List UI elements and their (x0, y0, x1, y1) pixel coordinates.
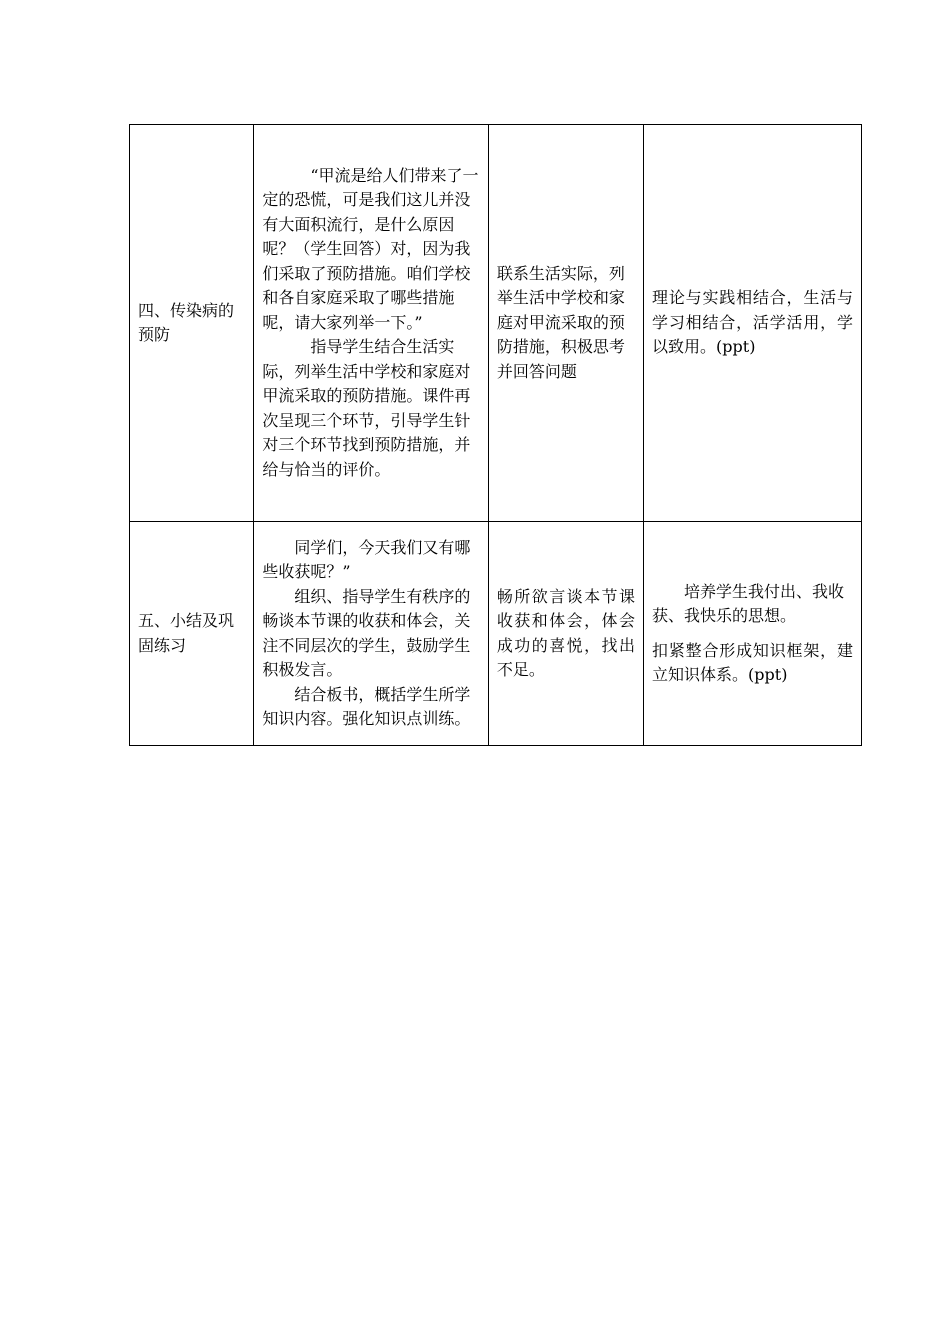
stage-label: 五、小结及巩固练习 (138, 611, 235, 655)
teacher-activity-cell (254, 125, 488, 522)
table-row (130, 522, 862, 746)
stage-cell (130, 125, 254, 522)
student-activity-cell (488, 522, 643, 746)
table-row (130, 125, 862, 522)
design-intent-cell (644, 125, 862, 522)
teacher-paragraph: 组织、指导学生有秩序的畅谈本节课的收获和体会，关注不同层次的学生，鼓励学生积极发言。 (262, 586, 471, 679)
intent-paragraph: 培养学生我付出、我收获、我快乐的思想。 (652, 581, 845, 625)
teacher-paragraph: 结合板书，概括学生所学知识内容。强化知识点训练。 (262, 684, 471, 728)
lesson-plan-table (129, 124, 862, 746)
teacher-paragraph: 指导学生结合生活实际，列举生活中学校和家庭对甲流采取的预防措施。课件再次呈现三个环节，引导学生针对三个环节找到预防措施，并给与恰当的评价。 (262, 337, 471, 479)
student-activity-text: 联系生活实际，列举生活中学校和家庭对甲流采取的预防措施，积极思考并回答问题 (496, 263, 625, 381)
stage-label: 四、传染病的预防 (138, 300, 235, 344)
intent-paragraph: 扣紧整合形成知识框架，建立知识体系。(ppt) (652, 640, 853, 684)
student-activity-text: 畅所欲言谈本节课收获和体会，体会成功的喜悦，找出不足。 (496, 586, 636, 679)
design-intent-cell (644, 522, 862, 746)
teacher-paragraph: “甲流是给人们带来了一定的恐慌，可是我们这儿并没有大面积流行，是什么原因呢？（学生回答）对，因为我们采取了预防措施。咱们学校和各自家庭采取了哪些措施呢，请大家列举一下。” (262, 165, 479, 332)
intent-paragraph: 理论与实践相结合，生活与学习相结合，活学活用，学以致用。(ppt) (652, 288, 853, 357)
teacher-activity-cell (254, 522, 488, 746)
stage-cell (130, 522, 254, 746)
teacher-paragraph: 同学们，今天我们又有哪些收获呢？” (262, 537, 471, 581)
student-activity-cell (488, 125, 643, 522)
